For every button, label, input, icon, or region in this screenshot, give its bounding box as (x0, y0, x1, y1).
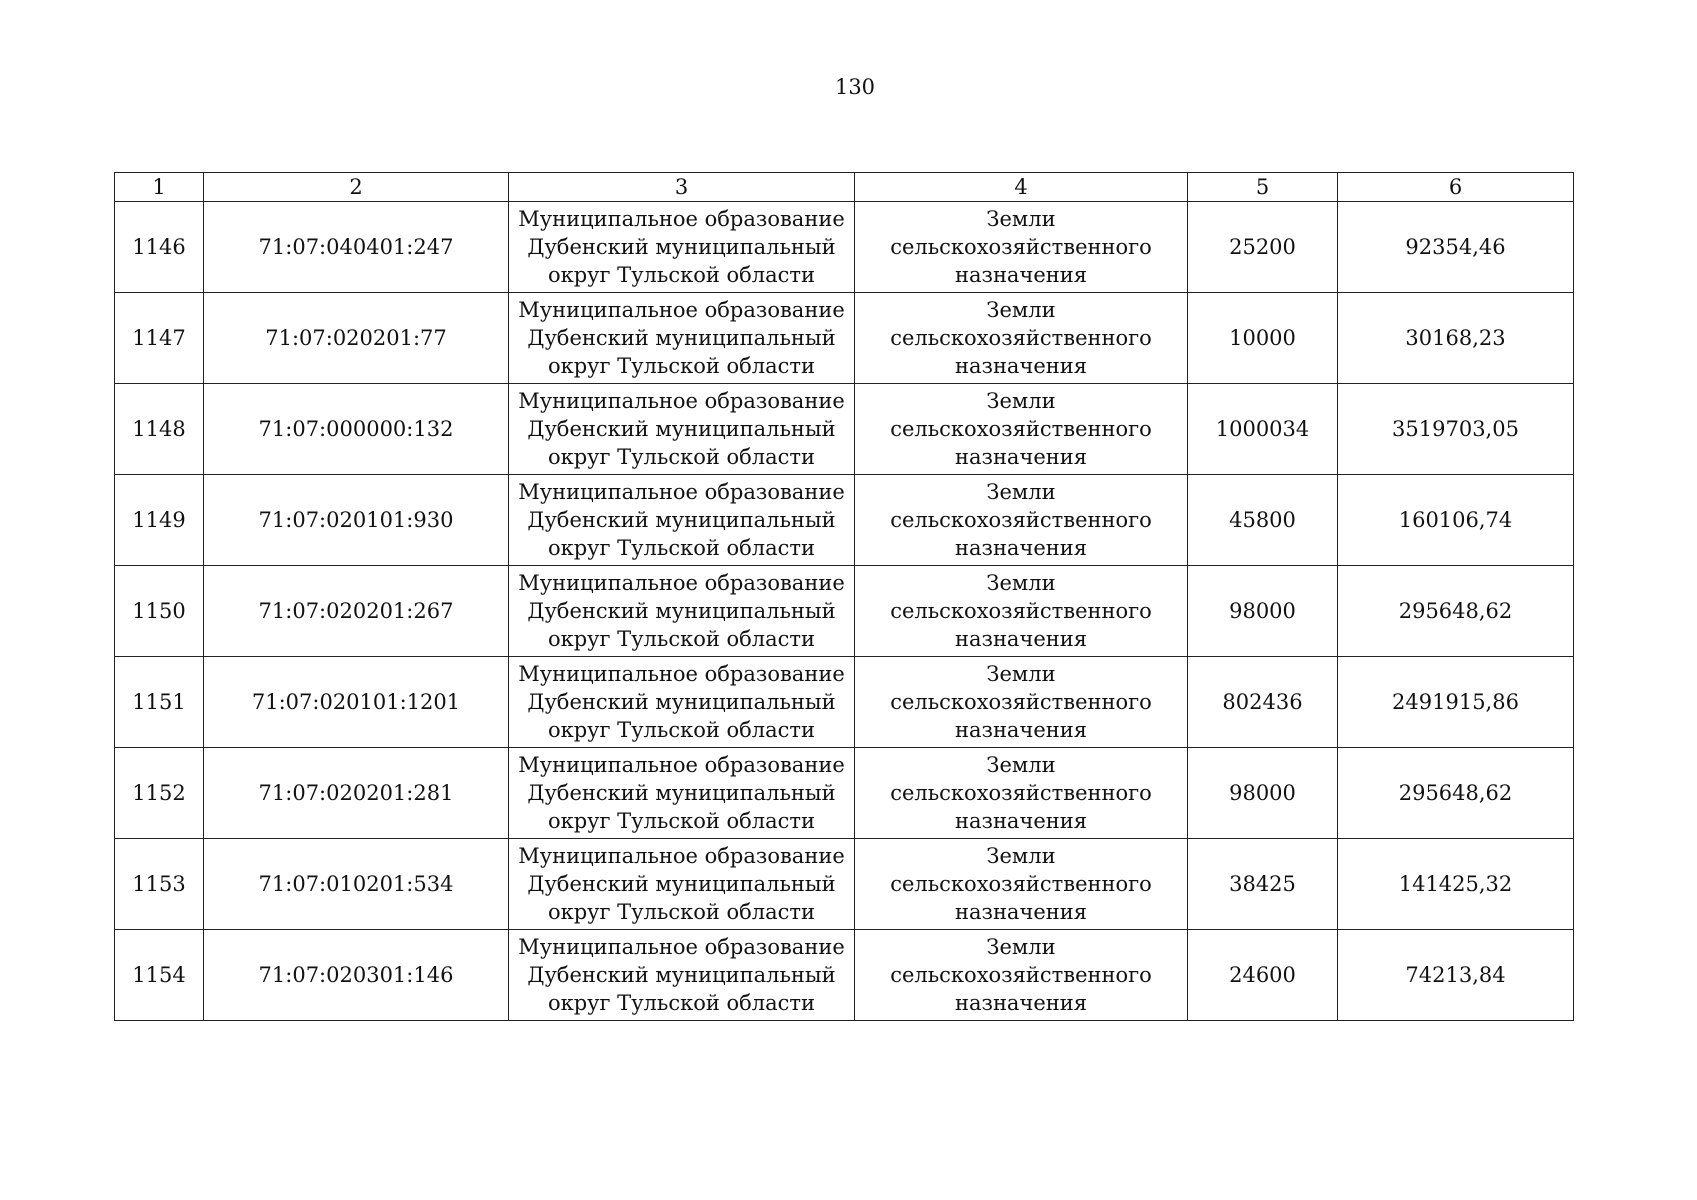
land-category-cell-line: назначения (954, 900, 1088, 924)
cadastral-value-cell: 141425,32 (1338, 839, 1574, 930)
owner-cell-line: Муниципальное образование (518, 571, 845, 595)
table-row (115, 748, 1574, 839)
table-row (115, 384, 1574, 475)
column-header: 1 (115, 173, 204, 202)
column-header: 3 (509, 173, 855, 202)
land-category-cell-line: Земли (986, 662, 1056, 686)
owner-cell-line: Дубенский муниципальный (527, 963, 836, 987)
land-category-cell-line: Земли (986, 207, 1056, 231)
land-category-cell-line: Земли (986, 844, 1056, 868)
land-category-cell-line: сельскохозяйственного (890, 781, 1152, 805)
cadastral-value-cell: 160106,74 (1338, 475, 1574, 566)
owner-cell-line: Муниципальное образование (518, 662, 845, 686)
owner-cell (509, 475, 855, 566)
land-category-cell-line: сельскохозяйственного (890, 417, 1152, 441)
owner-cell-line: Муниципальное образование (518, 844, 845, 868)
land-registry-table (114, 172, 1574, 1021)
cadastral-number-cell: 71:07:020101:1201 (204, 657, 509, 748)
owner-cell-line: Муниципальное образование (518, 935, 845, 959)
land-category-cell (855, 384, 1188, 475)
owner-cell-line: Муниципальное образование (518, 298, 845, 322)
owner-cell-line: Дубенский муниципальный (527, 235, 836, 259)
cadastral-value-cell: 92354,46 (1338, 202, 1574, 293)
table-row (115, 475, 1574, 566)
land-category-cell-line: назначения (954, 263, 1088, 287)
owner-cell (509, 202, 855, 293)
owner-cell-line: Дубенский муниципальный (527, 508, 836, 532)
cadastral-number-cell: 71:07:020301:146 (204, 930, 509, 1021)
owner-cell (509, 839, 855, 930)
land-category-cell-line: Земли (986, 389, 1056, 413)
area-cell: 24600 (1188, 930, 1338, 1021)
owner-cell-line: Дубенский муниципальный (527, 872, 836, 896)
land-category-cell-line: назначения (954, 536, 1088, 560)
land-category-cell (855, 566, 1188, 657)
land-category-cell-line: Земли (986, 298, 1056, 322)
table-row (115, 657, 1574, 748)
area-cell: 45800 (1188, 475, 1338, 566)
land-category-cell (855, 839, 1188, 930)
owner-cell (509, 930, 855, 1021)
row-number-cell: 1151 (115, 657, 204, 748)
row-number-cell: 1148 (115, 384, 204, 475)
owner-cell-line: округ Тульской области (547, 991, 816, 1015)
column-header: 4 (855, 173, 1188, 202)
table-row (115, 930, 1574, 1021)
area-cell: 38425 (1188, 839, 1338, 930)
owner-cell-line: Муниципальное образование (518, 753, 845, 777)
cadastral-value-cell: 2491915,86 (1338, 657, 1574, 748)
owner-cell (509, 748, 855, 839)
owner-cell-line: Дубенский муниципальный (527, 781, 836, 805)
column-header: 5 (1188, 173, 1338, 202)
land-category-cell-line: сельскохозяйственного (890, 690, 1152, 714)
area-cell: 10000 (1188, 293, 1338, 384)
land-category-cell-line: назначения (954, 354, 1088, 378)
cadastral-number-cell: 71:07:000000:132 (204, 384, 509, 475)
area-cell: 98000 (1188, 748, 1338, 839)
cadastral-number-cell: 71:07:020201:77 (204, 293, 509, 384)
owner-cell-line: округ Тульской области (547, 263, 816, 287)
land-category-cell-line: назначения (954, 718, 1088, 742)
land-category-cell-line: Земли (986, 571, 1056, 595)
land-category-cell-line: сельскохозяйственного (890, 963, 1152, 987)
land-category-cell-line: назначения (954, 445, 1088, 469)
table-header-row (115, 173, 1574, 202)
land-category-cell-line: назначения (954, 991, 1088, 1015)
owner-cell-line: округ Тульской области (547, 536, 816, 560)
column-header: 6 (1338, 173, 1574, 202)
owner-cell-line: округ Тульской области (547, 627, 816, 651)
land-category-cell (855, 748, 1188, 839)
row-number-cell: 1150 (115, 566, 204, 657)
row-number-cell: 1153 (115, 839, 204, 930)
land-category-cell-line: назначения (954, 627, 1088, 651)
area-cell: 1000034 (1188, 384, 1338, 475)
cadastral-value-cell: 3519703,05 (1338, 384, 1574, 475)
owner-cell-line: Дубенский муниципальный (527, 690, 836, 714)
cadastral-value-cell: 295648,62 (1338, 748, 1574, 839)
owner-cell-line: Муниципальное образование (518, 207, 845, 231)
row-number-cell: 1146 (115, 202, 204, 293)
column-header: 2 (204, 173, 509, 202)
owner-cell-line: округ Тульской области (547, 809, 816, 833)
table-row (115, 839, 1574, 930)
cadastral-value-cell: 74213,84 (1338, 930, 1574, 1021)
owner-cell (509, 293, 855, 384)
land-category-cell-line: сельскохозяйственного (890, 508, 1152, 532)
owner-cell-line: округ Тульской области (547, 445, 816, 469)
land-category-cell-line: Земли (986, 480, 1056, 504)
cadastral-number-cell: 71:07:020201:281 (204, 748, 509, 839)
land-category-cell-line: сельскохозяйственного (890, 872, 1152, 896)
land-category-cell-line: сельскохозяйственного (890, 599, 1152, 623)
owner-cell-line: Муниципальное образование (518, 480, 845, 504)
cadastral-value-cell: 30168,23 (1338, 293, 1574, 384)
owner-cell-line: округ Тульской области (547, 718, 816, 742)
owner-cell (509, 566, 855, 657)
land-category-cell (855, 657, 1188, 748)
owner-cell (509, 384, 855, 475)
row-number-cell: 1154 (115, 930, 204, 1021)
land-category-cell-line: назначения (954, 809, 1088, 833)
table-row (115, 293, 1574, 384)
row-number-cell: 1152 (115, 748, 204, 839)
owner-cell-line: Дубенский муниципальный (527, 599, 836, 623)
owner-cell-line: округ Тульской области (547, 354, 816, 378)
land-category-cell (855, 202, 1188, 293)
land-category-cell-line: сельскохозяйственного (890, 326, 1152, 350)
row-number-cell: 1149 (115, 475, 204, 566)
area-cell: 98000 (1188, 566, 1338, 657)
owner-cell-line: округ Тульской области (547, 900, 816, 924)
cadastral-number-cell: 71:07:020201:267 (204, 566, 509, 657)
cadastral-value-cell: 295648,62 (1338, 566, 1574, 657)
row-number-cell: 1147 (115, 293, 204, 384)
land-category-cell-line: Земли (986, 935, 1056, 959)
area-cell: 25200 (1188, 202, 1338, 293)
owner-cell-line: Муниципальное образование (518, 389, 845, 413)
table-row (115, 566, 1574, 657)
area-cell: 802436 (1188, 657, 1338, 748)
owner-cell-line: Дубенский муниципальный (527, 417, 836, 441)
owner-cell-line: Дубенский муниципальный (527, 326, 836, 350)
land-category-cell (855, 930, 1188, 1021)
owner-cell (509, 657, 855, 748)
land-category-cell (855, 475, 1188, 566)
page-number: 130 (834, 75, 876, 99)
cadastral-number-cell: 71:07:010201:534 (204, 839, 509, 930)
table-row (115, 202, 1574, 293)
cadastral-number-cell: 71:07:040401:247 (204, 202, 509, 293)
land-category-cell-line: Земли (986, 753, 1056, 777)
land-category-cell-line: сельскохозяйственного (890, 235, 1152, 259)
land-category-cell (855, 293, 1188, 384)
cadastral-number-cell: 71:07:020101:930 (204, 475, 509, 566)
